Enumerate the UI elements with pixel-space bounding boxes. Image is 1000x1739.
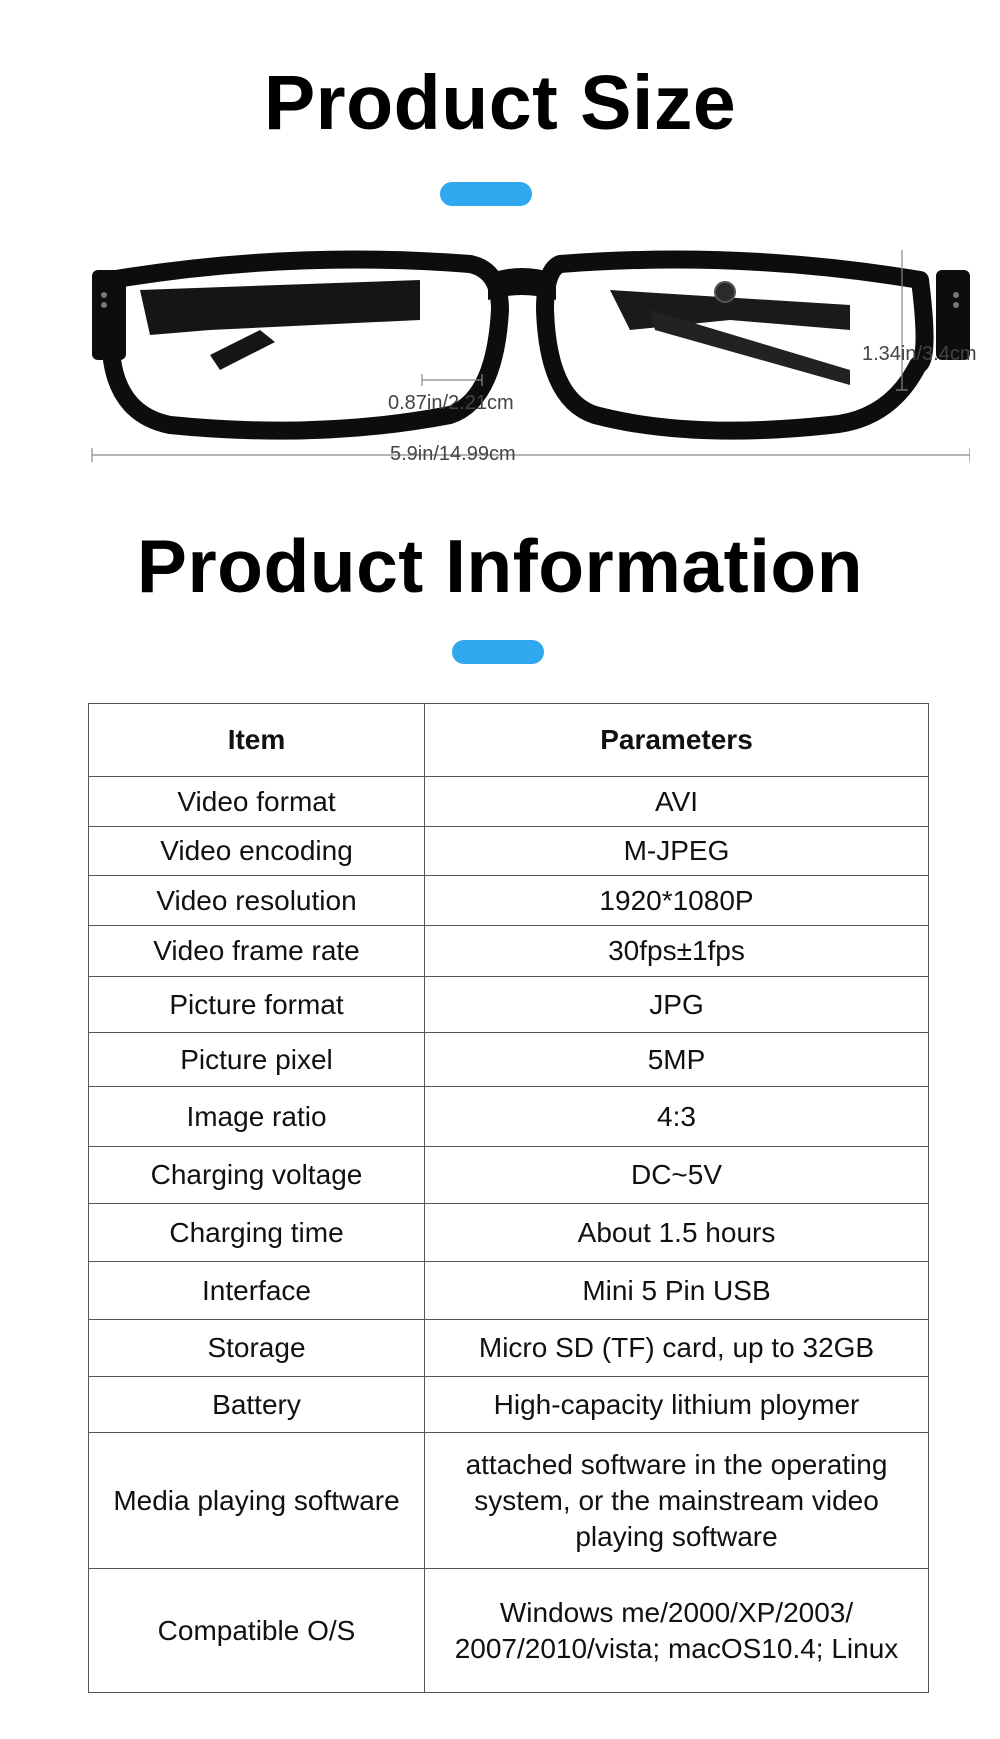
table-row	[89, 777, 929, 827]
row-value: 4:3	[425, 1087, 929, 1147]
accent-divider	[452, 640, 544, 664]
row-value: JPG	[425, 977, 929, 1033]
row-value: About 1.5 hours	[425, 1204, 929, 1262]
row-value: DC~5V	[425, 1147, 929, 1204]
row-item: Image ratio	[89, 1087, 425, 1147]
table-row	[89, 926, 929, 977]
row-value: Windows me/2000/XP/2003/ 2007/2010/vista; macOS10.4; Linux	[425, 1569, 929, 1693]
row-value: 1920*1080P	[425, 876, 929, 926]
column-header-parameters: Parameters	[425, 704, 929, 777]
product-information-title: Product Information	[136, 524, 864, 608]
row-value: M-JPEG	[425, 827, 929, 876]
table-row	[89, 1262, 929, 1320]
row-value: 30fps±1fps	[425, 926, 929, 977]
table-row	[89, 1377, 929, 1433]
accent-divider	[440, 182, 532, 206]
table-row	[89, 1204, 929, 1262]
row-item: Battery	[89, 1377, 425, 1433]
spec-table	[88, 703, 929, 1693]
row-item: Video resolution	[89, 876, 425, 926]
row-item: Picture pixel	[89, 1033, 425, 1087]
table-row	[89, 1087, 929, 1147]
table-row	[89, 977, 929, 1033]
row-value: AVI	[425, 777, 929, 827]
glasses-illustration	[90, 250, 970, 480]
table-row	[89, 876, 929, 926]
height-dimension-label: 1.34in/3.4cm	[862, 343, 977, 365]
row-value: 5MP	[425, 1033, 929, 1087]
row-item: Interface	[89, 1262, 425, 1320]
table-row	[89, 1320, 929, 1377]
row-value: Mini 5 Pin USB	[425, 1262, 929, 1320]
product-size-title: Product Size	[263, 60, 737, 146]
table-row	[89, 1569, 929, 1693]
table-row	[89, 827, 929, 876]
table-row	[89, 1033, 929, 1087]
row-item: Charging voltage	[89, 1147, 425, 1204]
bridge-dimension-label: 0.87in/2.21cm	[388, 392, 514, 414]
row-item: Compatible O/S	[89, 1569, 425, 1693]
row-value: attached software in the operating system, or the mainstream video playing software	[425, 1433, 929, 1569]
row-item: Video encoding	[89, 827, 425, 876]
table-header-row	[89, 704, 929, 777]
table-row	[89, 1147, 929, 1204]
row-item: Picture format	[89, 977, 425, 1033]
table-row	[89, 1433, 929, 1569]
row-value: Micro SD (TF) card, up to 32GB	[425, 1320, 929, 1377]
row-item: Storage	[89, 1320, 425, 1377]
row-item: Video format	[89, 777, 425, 827]
column-header-item: Item	[89, 704, 425, 777]
row-value: High-capacity lithium ploymer	[425, 1377, 929, 1433]
row-item: Charging time	[89, 1204, 425, 1262]
row-item: Video frame rate	[89, 926, 425, 977]
row-item: Media playing software	[89, 1433, 425, 1569]
width-dimension-label: 5.9in/14.99cm	[390, 443, 516, 465]
